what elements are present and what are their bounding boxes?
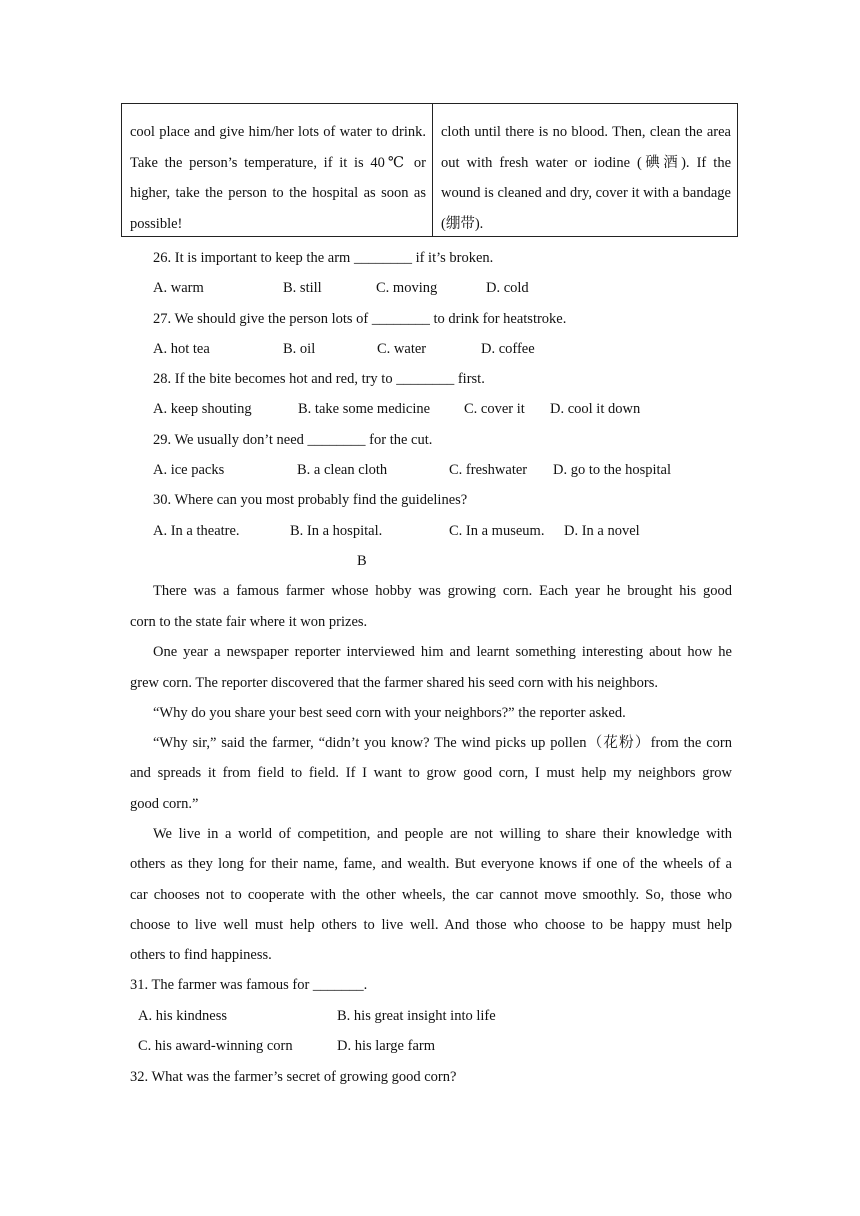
question-30-stem: 30. Where can you most probably find the guidelines? (153, 492, 468, 508)
question-29-stem: 29. We usually don’t need ________ for the cut. (153, 432, 433, 448)
option-29-a: A. ice packs (153, 462, 225, 478)
question-32-stem: 32. What was the farmer’s secret of growing good corn? (130, 1069, 457, 1085)
table-cell-right: cloth until there is no blood. Then, clean the area out with fresh water or iodine (碘酒). If the wound is cleaned and dry, cover it with a bandage (绷带). (441, 124, 731, 232)
option-26-a: A. warm (153, 280, 204, 296)
option-27-d: D. coffee (481, 341, 535, 357)
passage-line: others as they long for their name, fame, and wealth. But everyone knows if one of the wheels of a (130, 856, 732, 872)
option-31-d: D. his large farm (337, 1038, 435, 1054)
option-28-b: B. take some medicine (298, 401, 431, 417)
passage-line: good corn.” (130, 796, 199, 812)
option-27-a: A. hot tea (153, 341, 210, 357)
option-31-a: A. his kindness (138, 1008, 228, 1024)
option-26-c: C. moving (376, 280, 438, 296)
option-29-b: B. a clean cloth (297, 462, 388, 478)
table-cell-left: cool place and give him/her lots of water to drink. Take the person’s temperature, if it is 40℃ or higher, take the person to the hospital as soon as possible! (122, 104, 433, 236)
passage-line: There was a famous farmer whose hobby was growing corn. Each year he brought his good (153, 583, 732, 599)
option-30-b: B. In a hospital. (290, 523, 383, 539)
passage-line: choose to live well must help others to live well. And those who choose to be happy must help (130, 917, 732, 933)
passage-line: and spreads it from field to field. If I want to grow good corn, I must help my neighbors grow (130, 765, 732, 781)
option-30-c: C. In a museum. (449, 523, 545, 539)
option-30-a: A. In a theatre. (153, 523, 240, 539)
passage-line: grew corn. The reporter discovered that the farmer shared his seed corn with his neighbors. (130, 675, 658, 691)
info-table (121, 103, 738, 237)
option-28-a: A. keep shouting (153, 401, 252, 417)
question-26-stem: 26. It is important to keep the arm ________ if it’s broken. (153, 250, 494, 266)
option-31-b: B. his great insight into life (337, 1008, 496, 1024)
option-26-d: D. cold (486, 280, 529, 296)
section-heading: B (357, 553, 367, 569)
passage-line: One year a newspaper reporter interviewed him and learnt something interesting about how he (153, 644, 732, 660)
passage-line: We live in a world of competition, and people are not willing to share their knowledge with (153, 826, 732, 842)
option-28-c: C. cover it (464, 401, 525, 417)
question-31-stem: 31. The farmer was famous for _______. (130, 977, 368, 993)
option-27-c: C. water (377, 341, 427, 357)
passage-line: “Why sir,” said the farmer, “didn’t you know? The wind picks up pollen（花粉）from the corn (153, 735, 732, 751)
passage-line: “Why do you share your best seed corn with your neighbors?” the reporter asked. (153, 705, 626, 721)
question-28-stem: 28. If the bite becomes hot and red, try to ________ first. (153, 371, 485, 387)
option-27-b: B. oil (283, 341, 316, 357)
option-29-d: D. go to the hospital (553, 462, 672, 478)
option-26-b: B. still (283, 280, 322, 296)
question-27-stem: 27. We should give the person lots of ________ to drink for heatstroke. (153, 311, 567, 327)
passage-line: car chooses not to cooperate with the other wheels, the car cannot move smoothly. So, those who (130, 887, 732, 903)
option-29-c: C. freshwater (449, 462, 528, 478)
option-30-d: D. In a novel (564, 523, 640, 539)
option-28-d: D. cool it down (550, 401, 641, 417)
passage-line: others to find happiness. (130, 947, 272, 963)
option-31-c: C. his award-winning corn (138, 1038, 293, 1054)
passage-line: corn to the state fair where it won prizes. (130, 614, 368, 630)
